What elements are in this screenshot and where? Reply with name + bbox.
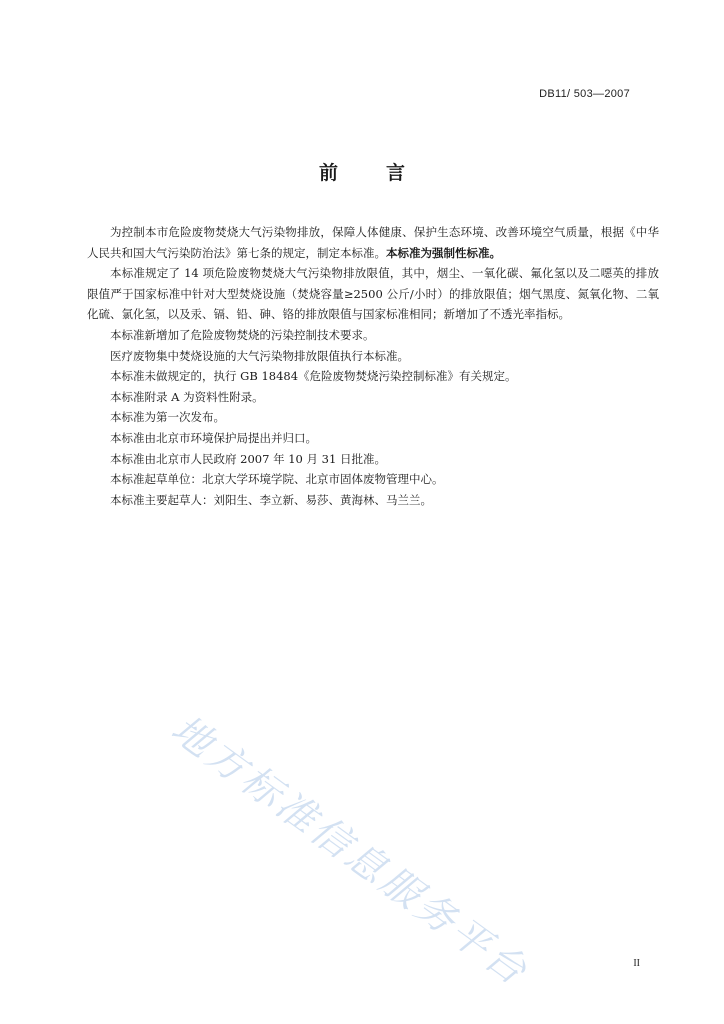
paragraph-proposer: 本标准由北京市环境保护局提出并归口。	[110, 430, 317, 445]
watermark: 地方标准信息服务平台	[162, 706, 538, 996]
preface-body	[87, 222, 659, 510]
paragraph-limits: 本标准规定了 14 项危险废物焚烧大气污染物排放限值，其中，烟尘、一氧化碳、氟化氢以及二噁英的排放限值严于国家标准中针对大型焚烧设施（焚烧容量≥2500 公斤/小时）的排放限值；烟气黑度、氮氧化物、二氧化硫、氯化氢，以及汞、镉、铅、砷、铬的排放限值与国家标准相同；新增加了不透光率指标。	[87, 266, 659, 322]
mandatory-standard-note: 本标准为强制性标准。	[386, 245, 501, 260]
paragraph-purpose-text: 为控制本市危险废物焚烧大气污染物排放，保障人体健康、保护生态环境、改善环境空气质量，根据《中华人民共和国大气污染防治法》第七条的规定，制定本标准。	[87, 225, 659, 260]
paragraph-drafters: 本标准主要起草人：刘阳生、李立新、易莎、黄海林、马兰兰。	[110, 492, 432, 507]
document-code: DB11/ 503—2007	[539, 88, 630, 100]
title-char-1: 前	[318, 162, 338, 184]
paragraph-approval: 本标准由北京市人民政府 2007 年 10 月 31 日批准。	[110, 451, 386, 466]
paragraph-reference-standard: 本标准未做规定的，执行 GB 18484《危险废物焚烧污染控制标准》有关规定。	[110, 369, 517, 384]
page-title	[0, 158, 724, 185]
paragraph-purpose	[87, 222, 659, 263]
paragraph-appendix: 本标准附录 A 为资料性附录。	[110, 389, 264, 404]
paragraph-medical-waste: 医疗废物集中焚烧设施的大气污染物排放限值执行本标准。	[110, 348, 409, 363]
paragraph-technical-requirements: 本标准新增加了危险废物焚烧的污染控制技术要求。	[110, 327, 375, 342]
title-char-2: 言	[386, 162, 406, 184]
page-number: II	[633, 958, 640, 969]
paragraph-first-release: 本标准为第一次发布。	[110, 410, 225, 425]
paragraph-drafting-units: 本标准起草单位：北京大学环境学院、北京市固体废物管理中心。	[110, 472, 444, 487]
